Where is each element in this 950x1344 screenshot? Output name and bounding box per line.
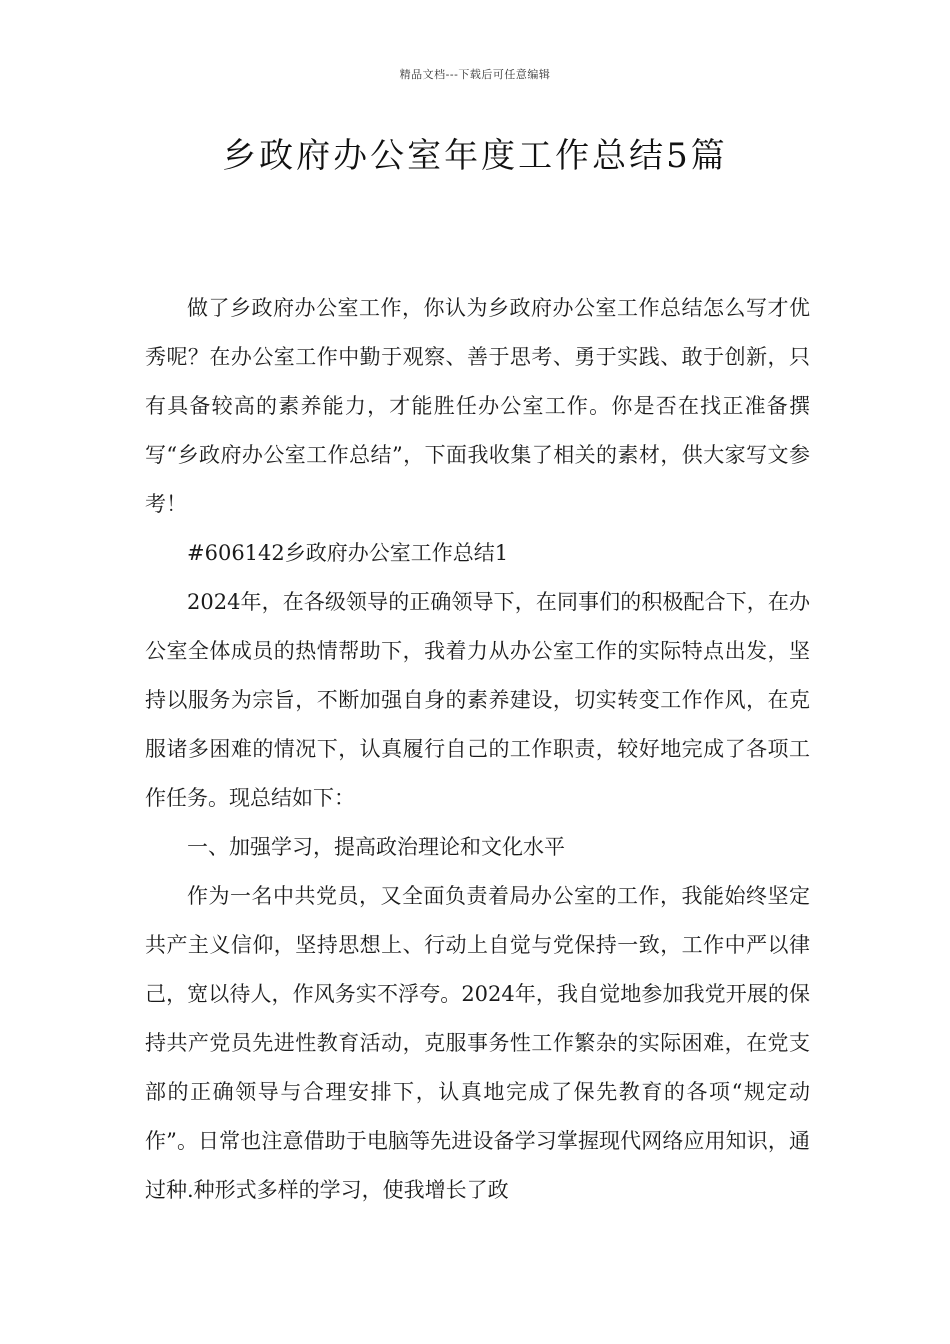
header-note: 精品文档---下载后可任意编辑 [399, 68, 551, 81]
section-heading-1: #606142乡政府办公室工作总结1 [187, 541, 509, 565]
subsection-heading-1: 一、加强学习，提高政治理论和文化水平 [187, 835, 565, 859]
document-title: 乡政府办公室年度工作总结5篇 [222, 136, 728, 176]
intro-paragraph: 做了乡政府办公室工作，你认为乡政府办公室工作总结怎么写才优秀呢？在办公室工作中勤于观察、善于思考、勇于实践、敢于创新，只有具备较高的素养能力，才能胜任办公室工作。你是否在找正准备撰写“乡政府办公室工作总结”，下面我收集了相关的素材，供大家写文参考！ [145, 296, 810, 516]
body-paragraph-2: 作为一名中共党员，又全面负责着局办公室的工作，我能始终坚定共产主义信仰，坚持思想上、行动上自觉与党保持一致，工作中严以律己，宽以待人，作风务实不浮夸。2024年，我自觉地参加我党开展的保持共产党员先进性教育活动，克服事务性工作繁杂的实际困难，在党支部的正确领导与合理安排下，认真地完成了保先教育的各项“规定动作”。日常也注意借助于电脑等先进设备学习掌握现代网络应用知识，通过种.种形式多样的学习，使我增长了政 [145, 884, 810, 1202]
document-body [145, 284, 810, 1215]
body-paragraph-1: 2024年，在各级领导的正确领导下，在同事们的积极配合下，在办公室全体成员的热情帮助下，我着力从办公室工作的实际特点出发，坚持以服务为宗旨，不断加强自身的素养建设，切实转变工作作风，在克服诸多困难的情况下，认真履行自己的工作职责，较好地完成了各项工作任务。现总结如下： [145, 590, 810, 810]
